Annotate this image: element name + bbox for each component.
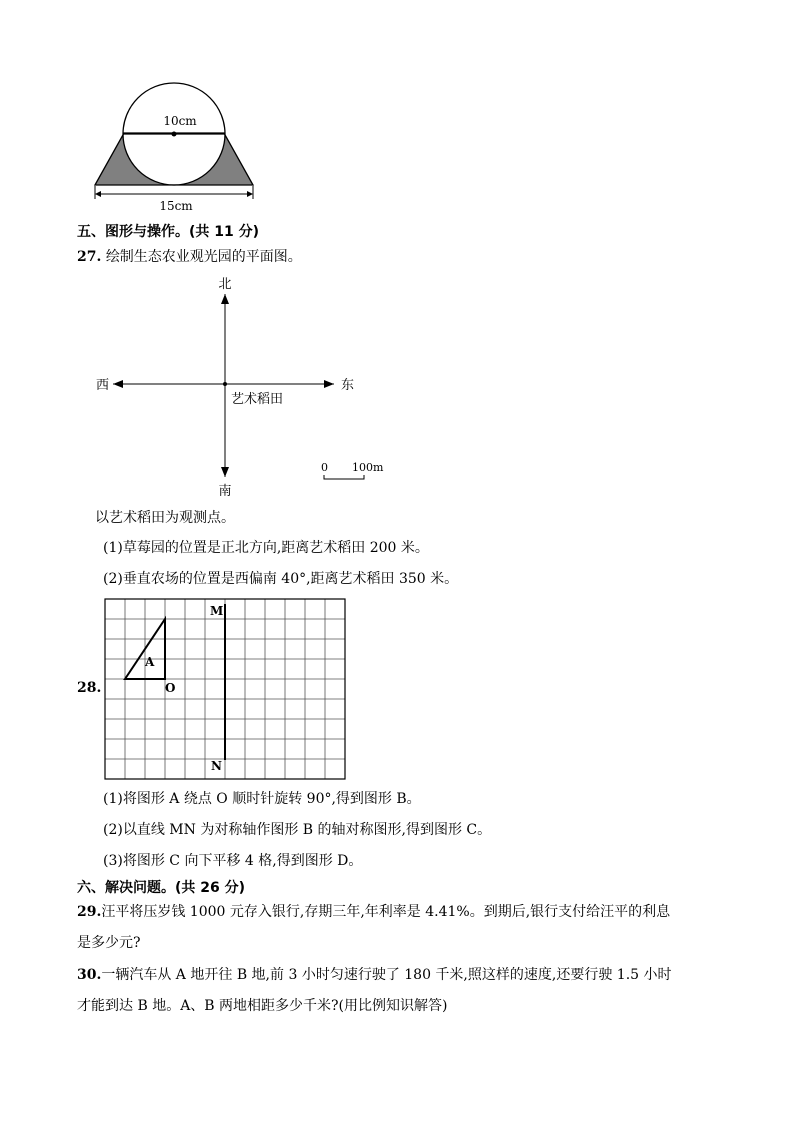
origin-point xyxy=(223,382,227,386)
grid-figure xyxy=(104,598,348,782)
q27-item-2: (2)垂直农场的位置是西偏南 40°,距离艺术稻田 350 米。 xyxy=(103,571,459,587)
center-dot xyxy=(172,132,177,137)
north-arrow xyxy=(221,294,229,304)
label-n: N xyxy=(211,759,222,773)
compass-map xyxy=(88,272,398,502)
question-30-line-1 xyxy=(77,965,672,985)
south-arrow xyxy=(221,467,229,477)
base-arrow-left xyxy=(95,191,101,197)
question-number: 29. xyxy=(77,904,102,920)
south-label: 南 xyxy=(218,484,232,499)
section-five-title: 五、图形与操作。(共 11 分) xyxy=(77,224,260,240)
question-text: 绘制生态农业观光园的平面图。 xyxy=(105,249,302,265)
section-six-title: 六、解决问题。(共 26 分) xyxy=(77,880,246,896)
base-arrow-right xyxy=(247,191,253,197)
north-label: 北 xyxy=(218,277,232,292)
east-label: 东 xyxy=(341,378,355,393)
question-number: 30. xyxy=(77,967,102,983)
question-28-number xyxy=(77,678,101,698)
circle-trapezoid-figure xyxy=(88,78,268,214)
question-27 xyxy=(77,247,302,267)
question-29-line-1 xyxy=(77,902,670,922)
question-number: 27. xyxy=(77,249,102,265)
label-m: M xyxy=(210,604,224,618)
question-30-line-2: 才能到达 B 地。A、B 两地相距多少千米?(用比例知识解答) xyxy=(77,998,448,1014)
question-number: 28. xyxy=(77,680,102,696)
question-text: 汪平将压岁钱 1000 元存入银行,存期三年,年利率是 4.41%。到期后,银行支付给汪平的利息 xyxy=(101,904,671,920)
question-29-line-2: 是多少元? xyxy=(77,935,141,951)
west-arrow xyxy=(113,380,123,388)
q28-item-3: (3)将图形 C 向下平移 4 格,得到图形 D。 xyxy=(103,853,363,869)
label-a: A xyxy=(145,655,155,669)
label-o: O xyxy=(165,681,176,695)
q27-intro: 以艺术稻田为观测点。 xyxy=(95,510,235,526)
diameter-label: 10cm xyxy=(163,114,197,128)
q28-item-1: (1)将图形 A 绕点 O 顺时针旋转 90°,得到图形 B。 xyxy=(103,791,421,807)
origin-label: 艺术稻田 xyxy=(231,392,284,407)
q28-item-2: (2)以直线 MN 为对称轴作图形 B 的轴对称图形,得到图形 C。 xyxy=(103,822,492,838)
west-label: 西 xyxy=(96,378,110,393)
q27-item-1: (1)草莓园的位置是正北方向,距离艺术稻田 200 米。 xyxy=(103,540,429,556)
question-text: 一辆汽车从 A 地开往 B 地,前 3 小时匀速行驶了 180 千米,照这样的速度,还要行驶 1.5 小时 xyxy=(101,967,672,983)
scale-value: 100m xyxy=(352,461,384,474)
scale-zero: 0 xyxy=(321,461,328,474)
east-arrow xyxy=(324,380,334,388)
scale-bar xyxy=(324,475,364,479)
base-label: 15cm xyxy=(159,199,193,213)
